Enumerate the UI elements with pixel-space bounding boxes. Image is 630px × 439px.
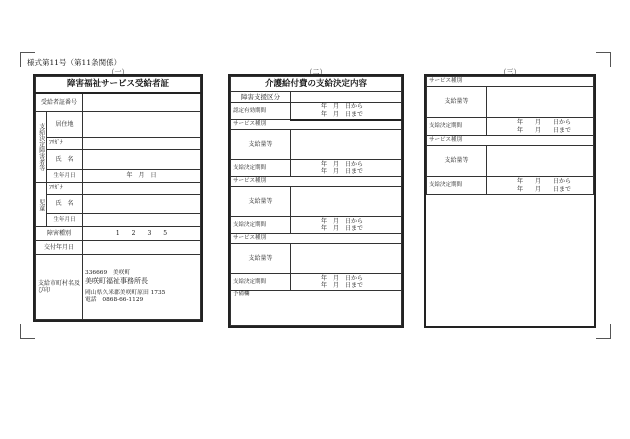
p3-amount-value-1[interactable] xyxy=(487,87,594,118)
form-label: 様式第11号（第11条関係） xyxy=(27,58,122,67)
panel2-card xyxy=(228,74,404,328)
p3-amount-label-2: 支給量等 xyxy=(427,146,487,177)
panel2-title: 介護給付費の支給決定内容 xyxy=(231,77,402,92)
decision-period-to-3: 年 月 日まで xyxy=(321,282,364,289)
address-label: 居住地 xyxy=(47,112,83,138)
p3-decision-period-to-1: 年 月 日まで xyxy=(517,126,572,134)
p3-amount-label-1: 支給量等 xyxy=(427,87,487,118)
p3-decision-period-to-2: 年 月 日まで xyxy=(517,185,572,193)
birth-label: 生年月日 xyxy=(47,170,83,183)
notes-label: 予備欄 xyxy=(233,291,250,297)
decision-period-label-3: 支給決定期間 xyxy=(231,274,291,291)
issuer-block xyxy=(83,255,201,320)
p3-service-type-label-1: サービス種別 xyxy=(427,77,594,87)
panel2-header: （二） xyxy=(305,68,327,76)
panel2-table xyxy=(230,76,402,326)
disability-type-options[interactable]: 1 2 3 5 xyxy=(83,227,201,241)
notes-cell[interactable] xyxy=(231,291,402,326)
p3-amount-value-2[interactable] xyxy=(487,146,594,177)
panel1-title: 障害福祉サービス受給者証 xyxy=(36,77,201,93)
decision-period-from-2: 年 月 日から xyxy=(321,217,364,225)
child-group-label: 児童 xyxy=(36,183,47,227)
panel1-table xyxy=(35,76,201,320)
issue-date-label: 交付年月日 xyxy=(36,241,83,255)
address-value[interactable] xyxy=(83,112,201,138)
decision-period-to-1: 年 月 日まで xyxy=(321,168,364,175)
decision-period-value-2[interactable] xyxy=(291,217,402,234)
amount-value-3[interactable] xyxy=(291,244,402,274)
furigana-value[interactable] xyxy=(83,138,201,150)
valid-period-to: 年 月 日まで xyxy=(321,110,364,118)
child-birth-value[interactable] xyxy=(83,214,201,227)
cert-no-value[interactable] xyxy=(83,93,201,112)
child-birth-label: 生年月日 xyxy=(47,214,83,227)
amount-label-2: 支給量等 xyxy=(231,187,291,217)
decision-period-value-1[interactable] xyxy=(291,160,402,177)
amount-label-3: 支給量等 xyxy=(231,244,291,274)
decision-period-value-3[interactable] xyxy=(291,274,402,291)
service-type-label-3: サービス種別 xyxy=(231,234,402,244)
p3-blank-area xyxy=(427,195,594,327)
child-furigana-value[interactable] xyxy=(83,183,201,195)
decision-period-to-2: 年 月 日まで xyxy=(321,225,364,232)
panel3-header: （三） xyxy=(499,68,521,76)
decision-period-from-1: 年 月 日から xyxy=(321,160,364,168)
issue-date-value[interactable] xyxy=(83,241,201,255)
p3-service-type-label-2: サービス種別 xyxy=(427,136,594,146)
p3-decision-period-from-1: 年 月 日から xyxy=(517,119,572,126)
issuer-label: 支給市町村名及び印 xyxy=(36,255,83,320)
panel1-header: （一） xyxy=(107,68,129,76)
amount-value-1[interactable] xyxy=(291,130,402,160)
category-label: 障害支援区分 xyxy=(231,92,291,103)
cert-no-label: 受給者証番号 xyxy=(36,93,83,112)
child-name-value[interactable] xyxy=(83,195,201,214)
furigana-label: ﾌﾘｶﾞﾅ xyxy=(47,138,83,150)
name-label: 氏 名 xyxy=(47,150,83,170)
p3-decision-period-value-2[interactable] xyxy=(487,177,594,195)
crop-mark-bottom-right xyxy=(596,324,611,339)
p3-decision-period-value-1[interactable] xyxy=(487,118,594,136)
child-name-label: 氏 名 xyxy=(47,195,83,214)
decision-period-from-3: 年 月 日から xyxy=(321,274,364,282)
name-value[interactable] xyxy=(83,150,201,170)
valid-period-value[interactable] xyxy=(291,103,402,120)
birth-value[interactable]: 年 月 日 xyxy=(83,170,201,183)
p3-decision-period-from-2: 年 月 日から xyxy=(517,178,572,185)
category-value[interactable] xyxy=(291,92,402,103)
amount-label-1: 支給量等 xyxy=(231,130,291,160)
valid-period-from: 年 月 日から xyxy=(321,103,364,111)
service-type-label-2: サービス種別 xyxy=(231,177,402,187)
amount-value-2[interactable] xyxy=(291,187,402,217)
recipient-group-label: 支給決定障害者等 xyxy=(36,112,47,183)
issuer-phone: 電話 0868-66-1129 xyxy=(85,296,144,303)
service-type-label-1: サービス種別 xyxy=(231,120,402,130)
issuer-address: 岡山県久米郡美咲町原田 1735 xyxy=(85,289,166,296)
panel1-card xyxy=(33,74,203,322)
decision-period-label-2: 支給決定期間 xyxy=(231,217,291,234)
issuer-postal: 336669 美咲町 xyxy=(85,269,131,276)
p3-decision-period-label-2: 支給決定期間 xyxy=(427,177,487,195)
decision-period-label-1: 支給決定期間 xyxy=(231,160,291,177)
p3-decision-period-label-1: 支給決定期間 xyxy=(427,118,487,136)
disability-type-label: 障害種別 xyxy=(36,227,83,241)
issuer-name: 美咲町福祉事務所長 xyxy=(85,277,148,285)
crop-mark-bottom-left xyxy=(20,324,35,339)
crop-mark-top-right xyxy=(596,52,611,67)
panel3-card xyxy=(424,74,596,328)
valid-period-label: 認定有効期間 xyxy=(231,103,291,120)
child-furigana-label: ﾌﾘｶﾞﾅ xyxy=(47,183,83,195)
panel3-table xyxy=(426,76,594,326)
